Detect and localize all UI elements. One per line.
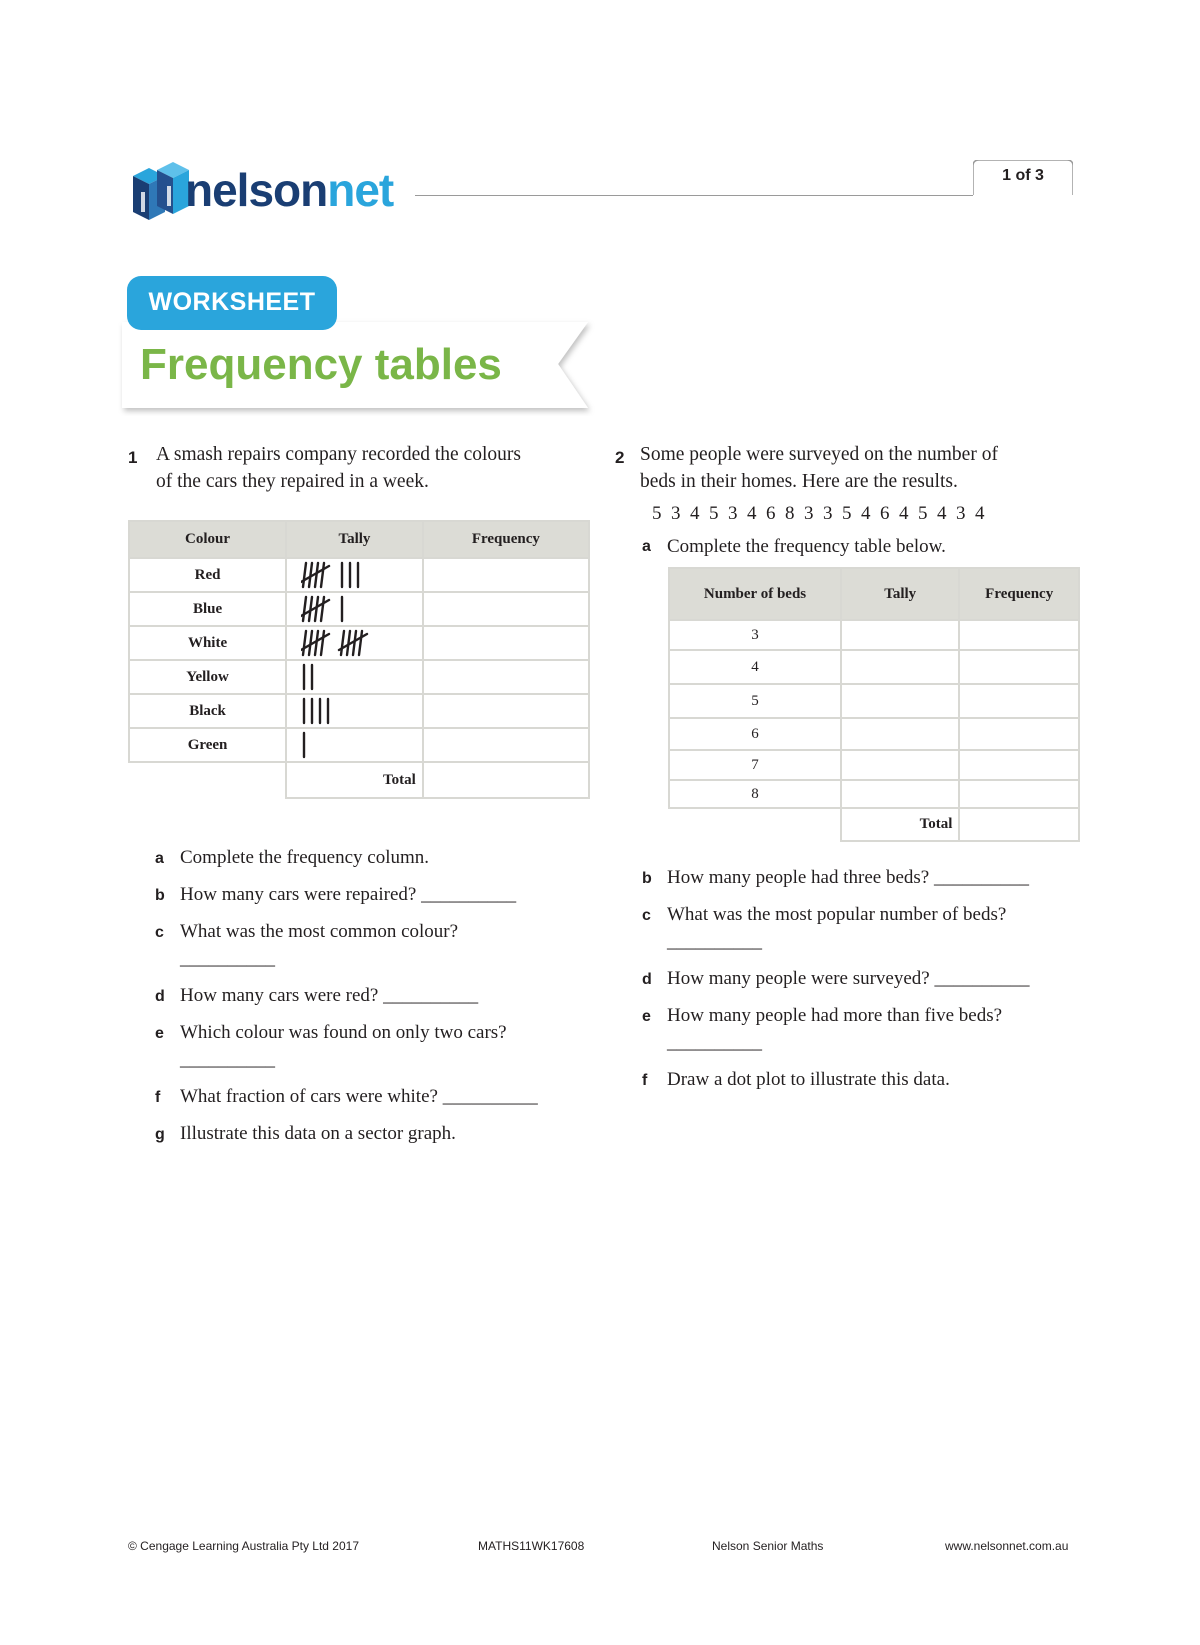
q1-part-letter: b [155,887,165,904]
q1-part-b [155,882,595,908]
page-indicator: 1 of 3 [1002,167,1044,184]
q1-part-text: Illustrate this data on a sector graph. [180,1123,456,1144]
q2-row-frequency-cell[interactable] [959,780,1079,808]
q1-part-a [155,845,595,871]
logo-wordmark [185,160,393,220]
tally-stroke [321,631,324,655]
q1-text-line-2: of the cars they repaired in a week. [156,471,429,492]
q2-row-frequency-cell[interactable] [959,620,1079,650]
tally-stroke [359,631,362,655]
q2-part-f [642,1067,1082,1093]
q1-table-row [129,626,589,660]
logo-part-net: net [327,164,394,216]
worksheet-badge-label: WORKSHEET [148,288,316,316]
q2-row-tally-cell[interactable] [841,750,959,780]
q1-header-frequency: Frequency [423,521,589,558]
q2-total-cell[interactable] [959,808,1079,841]
q2-part-e [642,1003,1082,1055]
q2-table-row [669,750,1079,780]
q2-total-spacer [669,808,841,841]
q1-row-frequency-cell[interactable] [423,728,589,762]
tally-marks [301,594,351,624]
q1-total-spacer [129,762,286,798]
q1-part-text: What was the most common colour? [180,921,459,942]
q2-part-a-text: Complete the frequency table below. [667,536,946,557]
q2-row-frequency-cell[interactable] [959,684,1079,718]
q2-part-letter: d [642,971,652,988]
q1-row-colour: Blue [129,592,286,626]
q1-table-row [129,660,589,694]
q1-part-text: How many cars were repaired? __________ [180,884,517,905]
tally-marks [301,662,321,692]
tally-marks [301,696,337,726]
q2-part-a-letter: a [642,538,651,555]
q1-total-cell[interactable] [423,762,589,798]
q1-number: 1 [128,448,138,467]
tally-marks [301,730,313,760]
q2-answer-line[interactable]: __________ [667,1032,762,1053]
q2-part-text: How many people were surveyed? __________ [667,968,1030,989]
q2-header-frequency: Frequency [959,568,1079,620]
q1-table-row [129,558,589,592]
q2-text-line-1: Some people were surveyed on the number of [640,444,998,465]
header-rule [415,195,973,196]
q1-answer-line[interactable]: __________ [180,948,275,969]
q1-row-frequency-cell[interactable] [423,694,589,728]
tally-stroke [321,597,324,621]
q1-part-letter: d [155,988,165,1005]
q2-part-text: How many people had three beds? __________ [667,867,1029,888]
q2-part-c [642,902,1082,954]
q1-table-row [129,592,589,626]
q2-part-text: How many people had more than five beds? [667,1005,1003,1026]
q2-part-b [642,865,1082,891]
tally-stroke [303,563,306,587]
tally-stroke [341,631,344,655]
q1-row-tally [286,728,423,762]
q2-row-tally-cell[interactable] [841,718,959,750]
q1-part-d [155,983,595,1009]
q2-row-number-of-beds: 7 [669,750,841,780]
q1-part-letter: g [155,1126,165,1143]
q1-row-tally [286,626,423,660]
q2-table-row [669,620,1079,650]
q1-row-tally [286,592,423,626]
q1-row-colour: Yellow [129,660,286,694]
q1-row-colour: White [129,626,286,660]
tally-stroke [303,631,306,655]
q1-row-tally [286,694,423,728]
q2-row-frequency-cell[interactable] [959,750,1079,780]
footer-code: MATHS11WK17608 [478,1539,585,1553]
q2-text-line-2: beds in their homes. Here are the results. [640,471,958,492]
q2-part-text: Draw a dot plot to illustrate this data. [667,1069,950,1090]
q1-part-letter: a [155,850,164,867]
q2-part-letter: f [642,1072,648,1089]
q2-row-number-of-beds: 8 [669,780,841,808]
q1-part-text: How many cars were red? __________ [180,985,479,1006]
q2-table-row [669,684,1079,718]
q1-row-frequency-cell[interactable] [423,660,589,694]
q2-row-tally-cell[interactable] [841,650,959,684]
q2-part-letter: b [642,870,652,887]
q1-answer-line[interactable]: __________ [180,1049,275,1070]
q1-part-text: What fraction of cars were white? __________ [180,1086,538,1107]
q2-part-letter: e [642,1008,651,1025]
q2-number: 2 [615,448,625,467]
q2-row-tally-cell[interactable] [841,684,959,718]
q2-text [640,441,998,495]
q1-row-colour: Black [129,694,286,728]
q1-table-row [129,694,589,728]
q1-part-f [155,1084,595,1110]
q1-row-tally [286,660,423,694]
q1-row-frequency-cell[interactable] [423,592,589,626]
q1-row-colour: Red [129,558,286,592]
q2-part-text: What was the most popular number of beds? [667,904,1007,925]
q2-header-tally: Tally [841,568,959,620]
q2-part-d [642,966,1082,992]
q1-part-letter: f [155,1089,161,1106]
q1-total-label: Total [286,762,423,798]
q1-part-text: Complete the frequency column. [180,847,430,868]
q2-row-frequency-cell[interactable] [959,718,1079,750]
q1-part-g [155,1121,595,1147]
q1-part-text: Which colour was found on only two cars? [180,1022,507,1043]
tally-marks [301,560,367,590]
q1-row-frequency-cell[interactable] [423,626,589,660]
q2-frequency-table [668,567,1080,842]
q2-row-number-of-beds: 4 [669,650,841,684]
q2-row-frequency-cell[interactable] [959,650,1079,684]
q2-part-letter: c [642,907,651,924]
q2-row-number-of-beds: 3 [669,620,841,650]
q1-header-colour: Colour [129,521,286,558]
footer-series: Nelson Senior Maths [712,1539,824,1553]
page-title: Frequency tables [140,340,502,389]
tally-marks [301,628,381,658]
q2-table-row [669,718,1079,750]
footer-url: www.nelsonnet.com.au [945,1539,1069,1553]
q2-row-tally-cell[interactable] [841,620,959,650]
q2-table-row [669,650,1079,684]
q1-row-frequency-cell[interactable] [423,558,589,592]
q1-part-e [155,1020,595,1072]
q2-table-row [669,780,1079,808]
q1-row-tally [286,558,423,592]
q2-total-label: Total [841,808,959,841]
q2-answer-line[interactable]: __________ [667,931,762,952]
q2-row-number-of-beds: 6 [669,718,841,750]
q2-header-number-of-beds: Number of beds [669,568,841,620]
q1-part-letter: c [155,924,164,941]
logo-part-nelson: nelson [185,164,328,216]
q1-frequency-table [128,520,590,799]
q1-text [156,441,521,495]
q2-row-number-of-beds: 5 [669,684,841,718]
q1-header-tally: Tally [286,521,423,558]
tally-stroke [321,563,324,587]
q1-part-letter: e [155,1025,164,1042]
q1-text-line-1: A smash repairs company recorded the colours [156,444,521,465]
q2-part-a [642,534,1082,560]
footer-copyright: © Cengage Learning Australia Pty Ltd 2017 [128,1539,359,1553]
q1-row-colour: Green [129,728,286,762]
tally-stroke [303,597,306,621]
q1-table-row [129,728,589,762]
q1-part-c [155,919,595,971]
q2-data-values: 5 3 4 5 3 4 6 8 3 3 5 4 6 4 5 4 3 4 [652,503,985,524]
q2-row-tally-cell[interactable] [841,780,959,808]
